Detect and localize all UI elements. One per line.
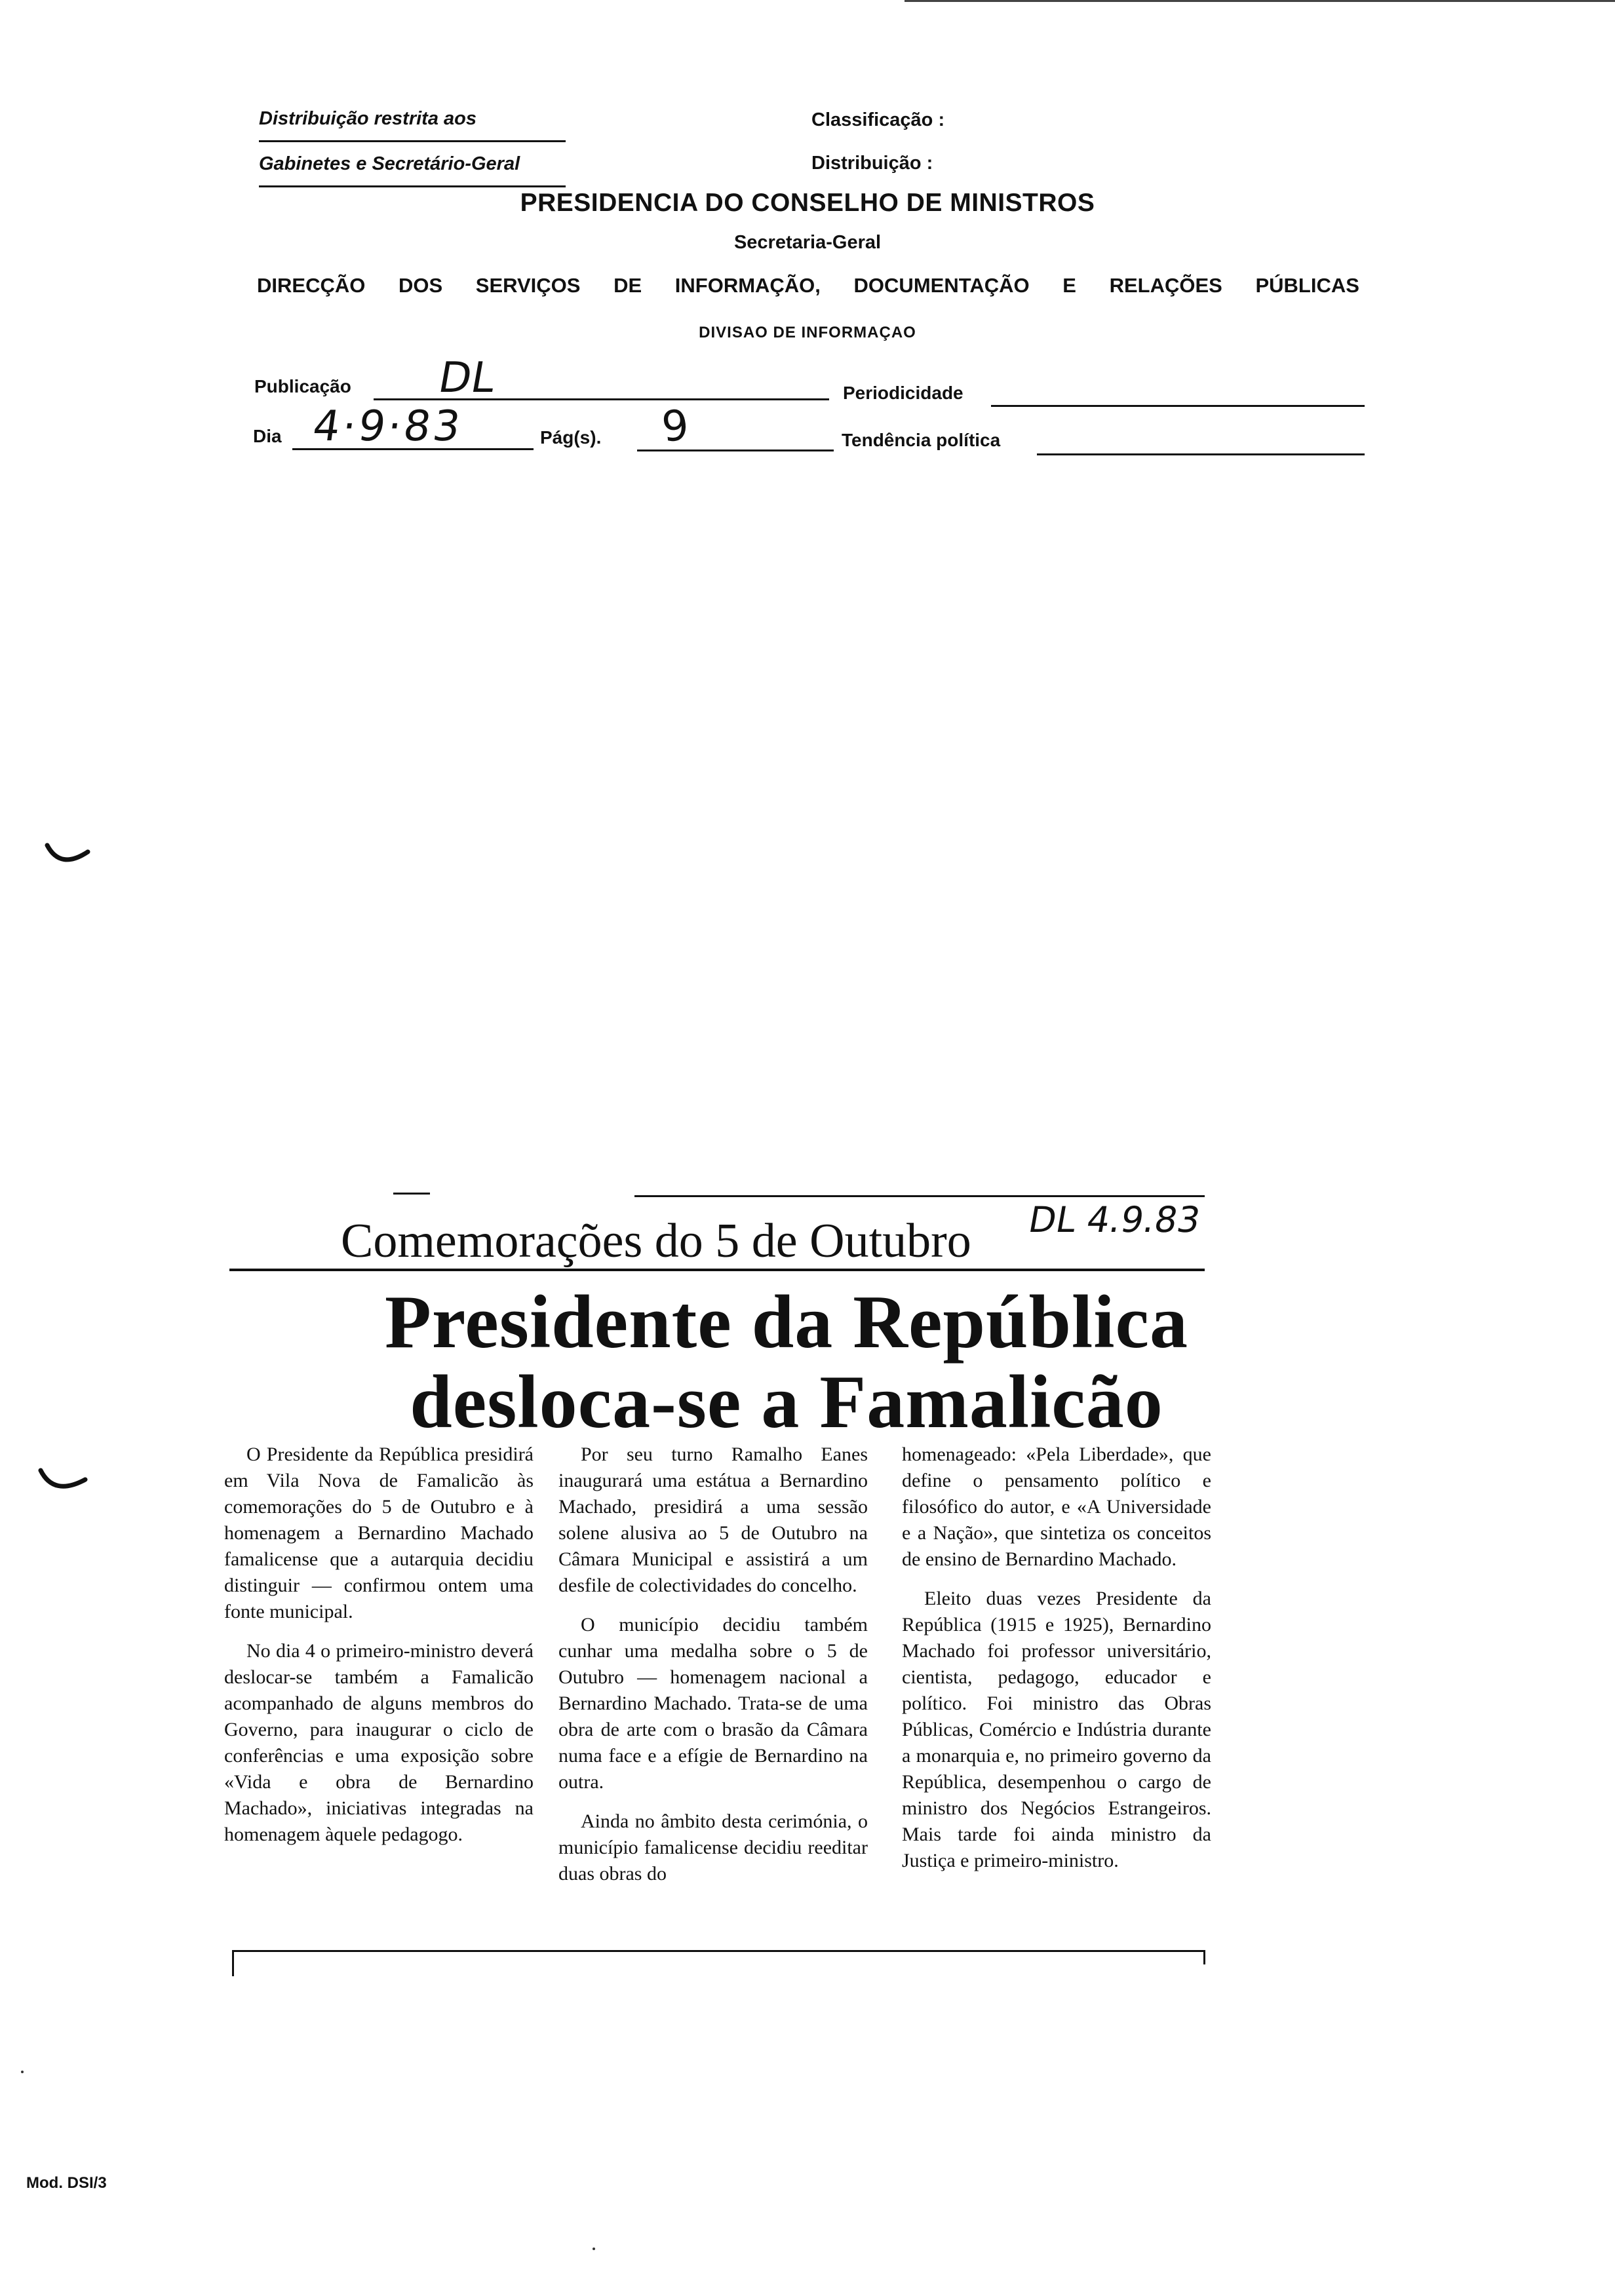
pages-label: Pág(s). [540, 427, 602, 448]
clip-rule-bottom [232, 1950, 1205, 1952]
directorate-word: INFORMAÇÃO, [674, 274, 821, 297]
kicker-rule [229, 1269, 1205, 1271]
headline-line-1: Presidente da República [385, 1280, 1188, 1364]
directorate-word: DE [613, 274, 642, 297]
speck [21, 2071, 24, 2073]
article-column-1 [224, 1442, 534, 1861]
publication-handwritten: DL [435, 354, 499, 402]
institution-subname: Secretaria-Geral [733, 232, 882, 253]
publication-label: Publicação [254, 376, 351, 396]
paragraph: homenageado: «Pela Liberdade», que define o pensamento político e filosófico do autor, e «A Universidade e a Nação», que sintetiza os conceitos de ensino de Bernardino Machado. [902, 1444, 1211, 1570]
article-kicker: Comemorações do 5 de Outubro [341, 1214, 971, 1268]
paragraph: Eleito duas vezes Presidente da República (1915 e 1925), Bernardino Machado foi professor universitário, cientista, pedagogo, educador e político. Foi ministro das Obras Públicas, Comércio e Indústria durante a monarquia e, no primeiro governo da República, desempenhou o cargo de ministro dos Negócios Estrangeiros. Mais tarde foi ainda ministro da Justiça e primeiro-ministro. [902, 1588, 1211, 1871]
day-label: Dia [253, 426, 282, 446]
article-column-3 [902, 1442, 1211, 1887]
form-model-code: Mod. DSI/3 [26, 2174, 107, 2192]
clip-rule-top [634, 1195, 1205, 1197]
paragraph: O Presidente da República presidirá em Vila Nova de Famalicão às comemorações do 5 de Outubro e à homenagem a Bernardino Machado famalicense que a autarquia decidiu distinguir — confirmou ontem uma fonte municipal. [224, 1444, 534, 1622]
classification-block [811, 98, 944, 185]
clip-corner-left [232, 1950, 234, 1976]
directorate-word: PÚBLICAS [1255, 274, 1359, 297]
tendency-underline [1037, 453, 1365, 455]
institution-name: PRESIDENCIA DO CONSELHO DE MINISTROS [520, 189, 1095, 217]
binder-mark-icon [37, 1465, 92, 1501]
directorate-word: SERVIÇOS [475, 274, 581, 297]
kicker-handwritten: DL 4.9.83 [1025, 1199, 1204, 1240]
paragraph: Ainda no âmbito desta cerimónia, o município famalicense decidiu reeditar duas obras do [558, 1810, 868, 1885]
binder-mark-icon [42, 840, 94, 873]
clip-corner-right [1203, 1950, 1205, 1964]
periodicity-label: Periodicidade [843, 383, 963, 403]
distribution-label: Distribuição : [811, 153, 933, 174]
tendency-label: Tendência política [842, 430, 1001, 450]
day-handwritten: 4·9·83 [309, 402, 466, 451]
restricted-line-2: Gabinetes e Secretário-Geral [259, 142, 566, 187]
clip-rule-short [393, 1193, 430, 1195]
division-name: DIVISAO DE INFORMAÇAO [699, 324, 916, 341]
directorate-word: DOS [398, 274, 443, 297]
directorate-word: RELAÇÕES [1109, 274, 1222, 297]
directorate-line [257, 274, 1359, 297]
paragraph: Por seu turno Ramalho Eanes inaugurará uma estátua a Bernardino Machado, presidirá a uma sessão solene alusiva ao 5 de Outubro na Câmara Municipal e assistirá a um desfile de colectividades do concelho. [558, 1444, 868, 1596]
classification-label: Classificação : [811, 109, 945, 130]
paragraph: O município decidiu também cunhar uma medalha sobre o 5 de Outubro — homenagem nacional a Bernardino Machado. Trata-se de uma obra de arte com o brasão da Câmara numa face e a efígie de Bernardino na outra. [558, 1614, 868, 1793]
periodicity-underline [991, 405, 1365, 407]
restricted-line-1: Distribuição restrita aos [259, 97, 566, 142]
headline-line-2: desloca-se a Famalicão [410, 1360, 1163, 1444]
paragraph: No dia 4 o primeiro-ministro deverá deslocar-se também a Famalicão acompanhado de alguns membros do Governo, para inaugurar o ciclo de conferências e uma exposição sobre «Vida e obra de Bernardino Machado», iniciativas integradas na homenagem àquele pedagogo. [224, 1640, 534, 1845]
directorate-word: E [1062, 274, 1076, 297]
directorate-word: DIRECÇÃO [257, 274, 366, 297]
speck [593, 2248, 595, 2250]
pages-handwritten: 9 [659, 401, 691, 452]
directorate-word: DOCUMENTAÇÃO [853, 274, 1030, 297]
restricted-distribution [259, 97, 566, 187]
article-column-2 [558, 1442, 868, 1900]
top-edge-line [905, 0, 1615, 2]
